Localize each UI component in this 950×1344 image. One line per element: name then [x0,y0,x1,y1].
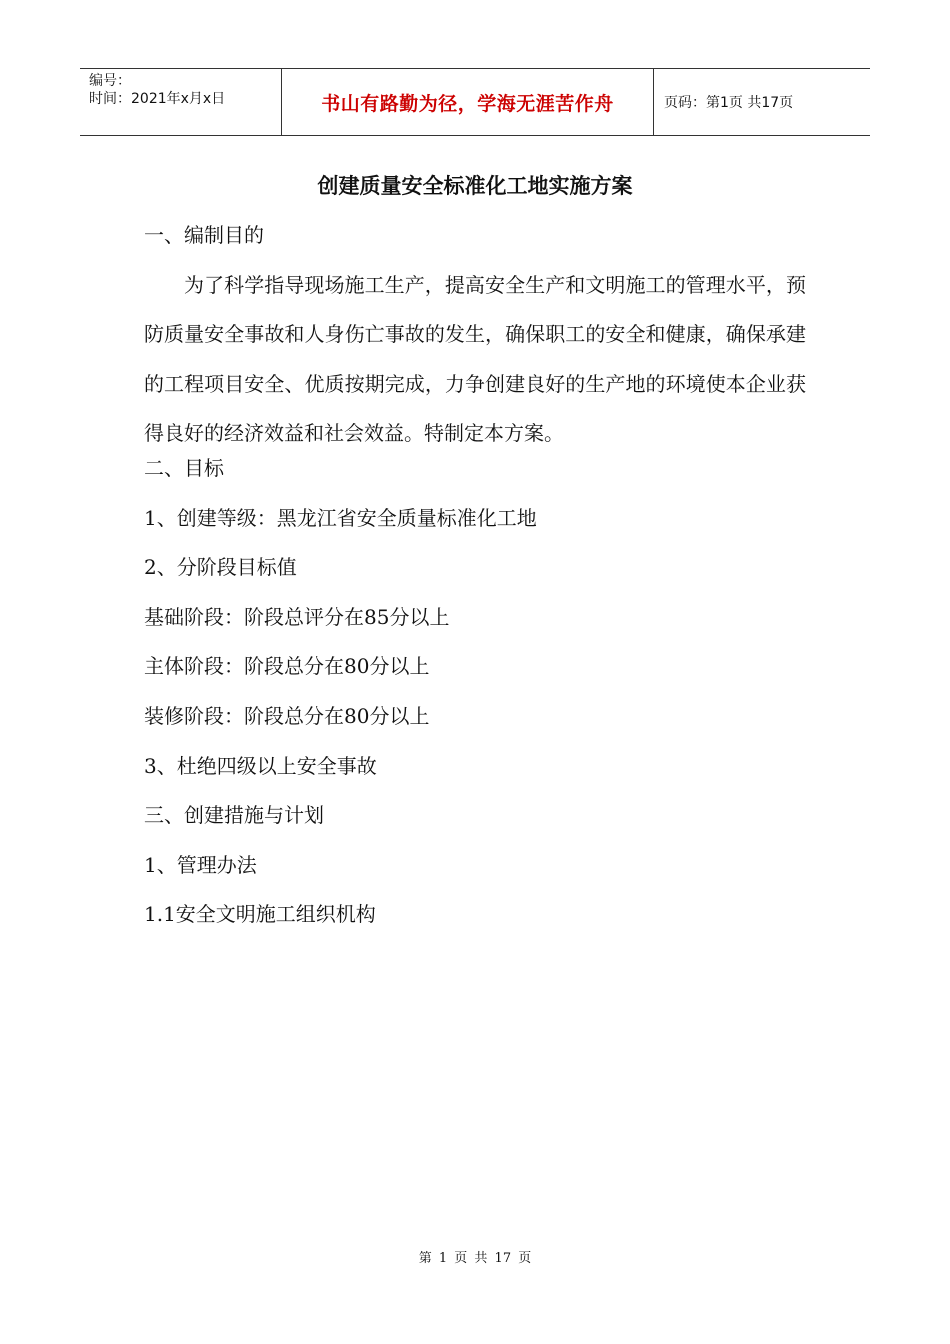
page-footer: 第 1 页 共 17 页 [418,1251,532,1266]
motto-text: 书山有路勤为径，学海无涯苦作舟 [321,92,614,115]
section-heading-measures: 三、创建措施与计划 [144,803,324,828]
page-info: 页码：第1页 共17页 [664,95,794,111]
measure-item-organization: 1.1安全文明施工组织机构 [144,902,376,927]
header-page-cell [654,69,870,135]
goal-item-stages: 2、分阶段目标值 [144,555,297,580]
measure-item-management: 1、管理办法 [144,852,257,877]
document-title: 创建质量安全标准化工地实施方案 [317,174,633,198]
section-heading-purpose: 一、编制目的 [144,223,264,247]
header-table [80,68,870,136]
date-label: 时间：2021年x月x日 [89,91,226,107]
header-motto-cell [282,69,654,135]
stage-foundation: 基础阶段：阶段总评分在85分以上 [144,604,450,629]
header-meta-cell [80,69,282,135]
section-heading-goals: 二、目标 [144,455,224,480]
purpose-paragraph: 为了科学指导现场施工生产，提高安全生产和文明施工的管理水平，预防质量安全事故和人身伤亡事故的发生，确保职工的安全和健康，确保承建的工程项目安全、优质按期完成，力争创建良好的生产地的环境使本企业获得良好的经济效益和社会效益。特制定本方案。 [144,272,806,446]
stage-decoration: 装修阶段：阶段总分在80分以上 [144,703,430,728]
stage-main-structure: 主体阶段：阶段总分在80分以上 [144,654,430,679]
document-body [144,218,806,947]
goal-item-accidents: 3、杜绝四级以上安全事故 [144,753,377,778]
goal-item-grade: 1、创建等级：黑龙江省安全质量标准化工地 [144,505,537,530]
serial-label: 编号： [89,73,131,89]
